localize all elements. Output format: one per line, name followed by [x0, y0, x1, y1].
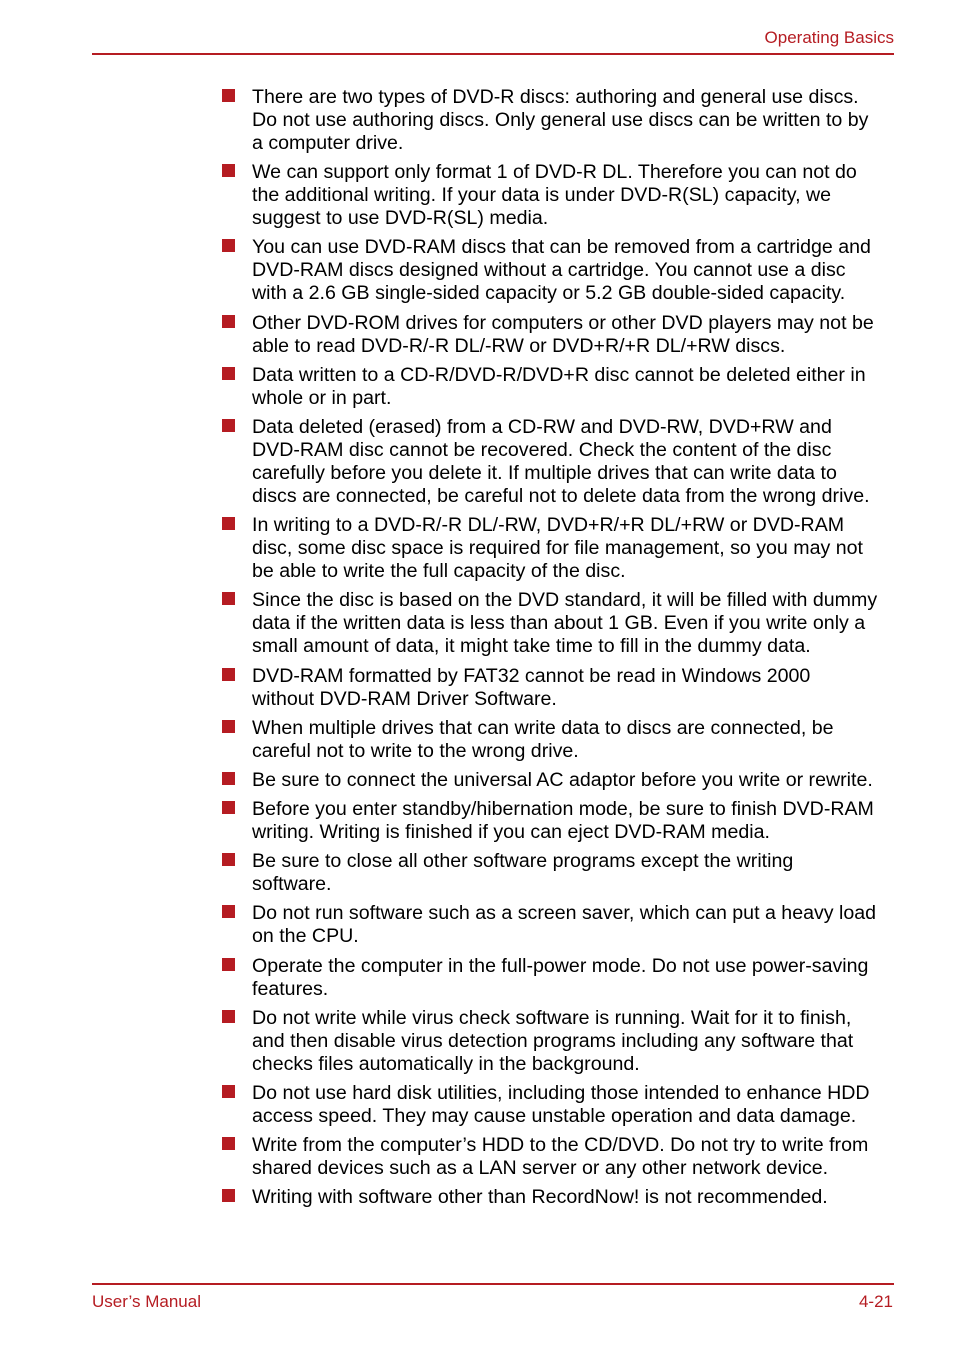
- square-bullet-icon: [222, 164, 235, 177]
- list-item: [222, 416, 902, 508]
- list-item-text: There are two types of DVD-R discs: authoring and general use discs. Do not use authoring discs. Only general use discs can be written to by a computer drive.: [252, 86, 869, 154]
- square-bullet-icon: [222, 772, 235, 785]
- list-item-text: Do not use hard disk utilities, including those intended to enhance HDD access speed. They may cause unstable operation and data damage.: [252, 1082, 870, 1127]
- square-bullet-icon: [222, 1189, 235, 1202]
- section-title: Operating Basics: [764, 28, 894, 47]
- list-item-text: Data deleted (erased) from a CD-RW and DVD-RW, DVD+RW and DVD-RAM disc cannot be recovered. Check the content of the disc carefully before you delete it. If multiple drives that can write data to discs are connected, be careful not to delete data from the wrong drive.: [252, 415, 870, 507]
- list-item: [222, 902, 902, 948]
- list-item-text: Operate the computer in the full-power mode. Do not use power-saving features.: [252, 954, 869, 1000]
- list-item: [222, 769, 902, 792]
- list-item-text: Do not run software such as a screen saver, which can put a heavy load on the CPU.: [252, 902, 877, 948]
- square-bullet-icon: [222, 367, 235, 380]
- list-item: [222, 850, 902, 896]
- list-item-text: In writing to a DVD-R/-R DL/-RW, DVD+R/+R DL/+RW or DVD-RAM disc, some disc space is required for file management, so you may not be able to write the full capacity of the disc.: [252, 514, 863, 583]
- list-item: [222, 312, 902, 358]
- list-item: [222, 1007, 902, 1076]
- list-item-text: Write from the computer’s HDD to the CD/DVD. Do not try to write from shared devices such as a LAN server or any other network device.: [252, 1134, 869, 1180]
- manual-label: User’s Manual: [92, 1292, 201, 1311]
- square-bullet-icon: [222, 801, 235, 814]
- list-item: [222, 236, 902, 305]
- page-number: 4-21: [858, 1292, 893, 1311]
- square-bullet-icon: [222, 315, 235, 328]
- list-item-text: Be sure to connect the universal AC adaptor before you write or rewrite.: [252, 768, 873, 791]
- list-item-text: Writing with software other than RecordNow! is not recommended.: [252, 1186, 828, 1209]
- square-bullet-icon: [222, 592, 235, 605]
- list-item: [222, 364, 902, 410]
- square-bullet-icon: [222, 958, 235, 971]
- square-bullet-icon: [222, 1137, 235, 1150]
- square-bullet-icon: [222, 89, 235, 102]
- footer-divider: [92, 1283, 894, 1285]
- list-item: [222, 589, 902, 658]
- list-item: [222, 955, 902, 1001]
- square-bullet-icon: [222, 668, 235, 681]
- square-bullet-icon: [222, 419, 235, 432]
- square-bullet-icon: [222, 1010, 235, 1023]
- list-item: [222, 665, 902, 711]
- list-item: [222, 86, 902, 155]
- list-item-text: DVD-RAM formatted by FAT32 cannot be read in Windows 2000 without DVD-RAM Driver Software.: [252, 664, 811, 710]
- list-item: [222, 1186, 902, 1209]
- list-item: [222, 1082, 902, 1128]
- list-item: [222, 717, 902, 763]
- square-bullet-icon: [222, 853, 235, 866]
- square-bullet-icon: [222, 517, 235, 530]
- square-bullet-icon: [222, 720, 235, 733]
- list-item-text: We can support only format 1 of DVD-R DL. Therefore you can not do the additional writing. If your data is under DVD-R(SL) capacity, we suggest to use DVD-R(SL) media.: [252, 161, 857, 230]
- list-item: [222, 161, 902, 230]
- list-item-text: Be sure to close all other software programs except the writing software.: [252, 850, 794, 896]
- list-item-text: When multiple drives that can write data to discs are connected, be careful not to write to the wrong drive.: [252, 716, 834, 762]
- bullet-list: [222, 86, 902, 1216]
- square-bullet-icon: [222, 905, 235, 918]
- square-bullet-icon: [222, 239, 235, 252]
- list-item-text: You can use DVD-RAM discs that can be removed from a cartridge and DVD-RAM discs designed without a cartridge. You cannot use a disc with a 2.6 GB single-sided capacity or 5.2 GB double-sided capacity.: [252, 236, 871, 305]
- list-item-text: Data written to a CD-R/DVD-R/DVD+R disc cannot be deleted either in whole or in part.: [252, 363, 866, 409]
- list-item-text: Do not write while virus check software is running. Wait for it to finish, and then disable virus detection programs including any software that checks files automatically in the background.: [252, 1006, 854, 1075]
- list-item: [222, 1134, 902, 1180]
- list-item-text: Since the disc is based on the DVD standard, it will be filled with dummy data if the written data is less than about 1 GB. Even if you write only a small amount of data, it might take time to fill in the dummy data.: [252, 589, 878, 658]
- list-item: [222, 798, 902, 844]
- list-item-text: Other DVD-ROM drives for computers or other DVD players may not be able to read DVD-R/-R DL/-RW or DVD+R/+R DL/+RW discs.: [252, 311, 874, 357]
- list-item-text: Before you enter standby/hibernation mode, be sure to finish DVD-RAM writing. Writing is finished if you can eject DVD-RAM media.: [252, 798, 874, 844]
- list-item: [222, 514, 902, 583]
- square-bullet-icon: [222, 1085, 235, 1098]
- header-divider: [92, 53, 894, 55]
